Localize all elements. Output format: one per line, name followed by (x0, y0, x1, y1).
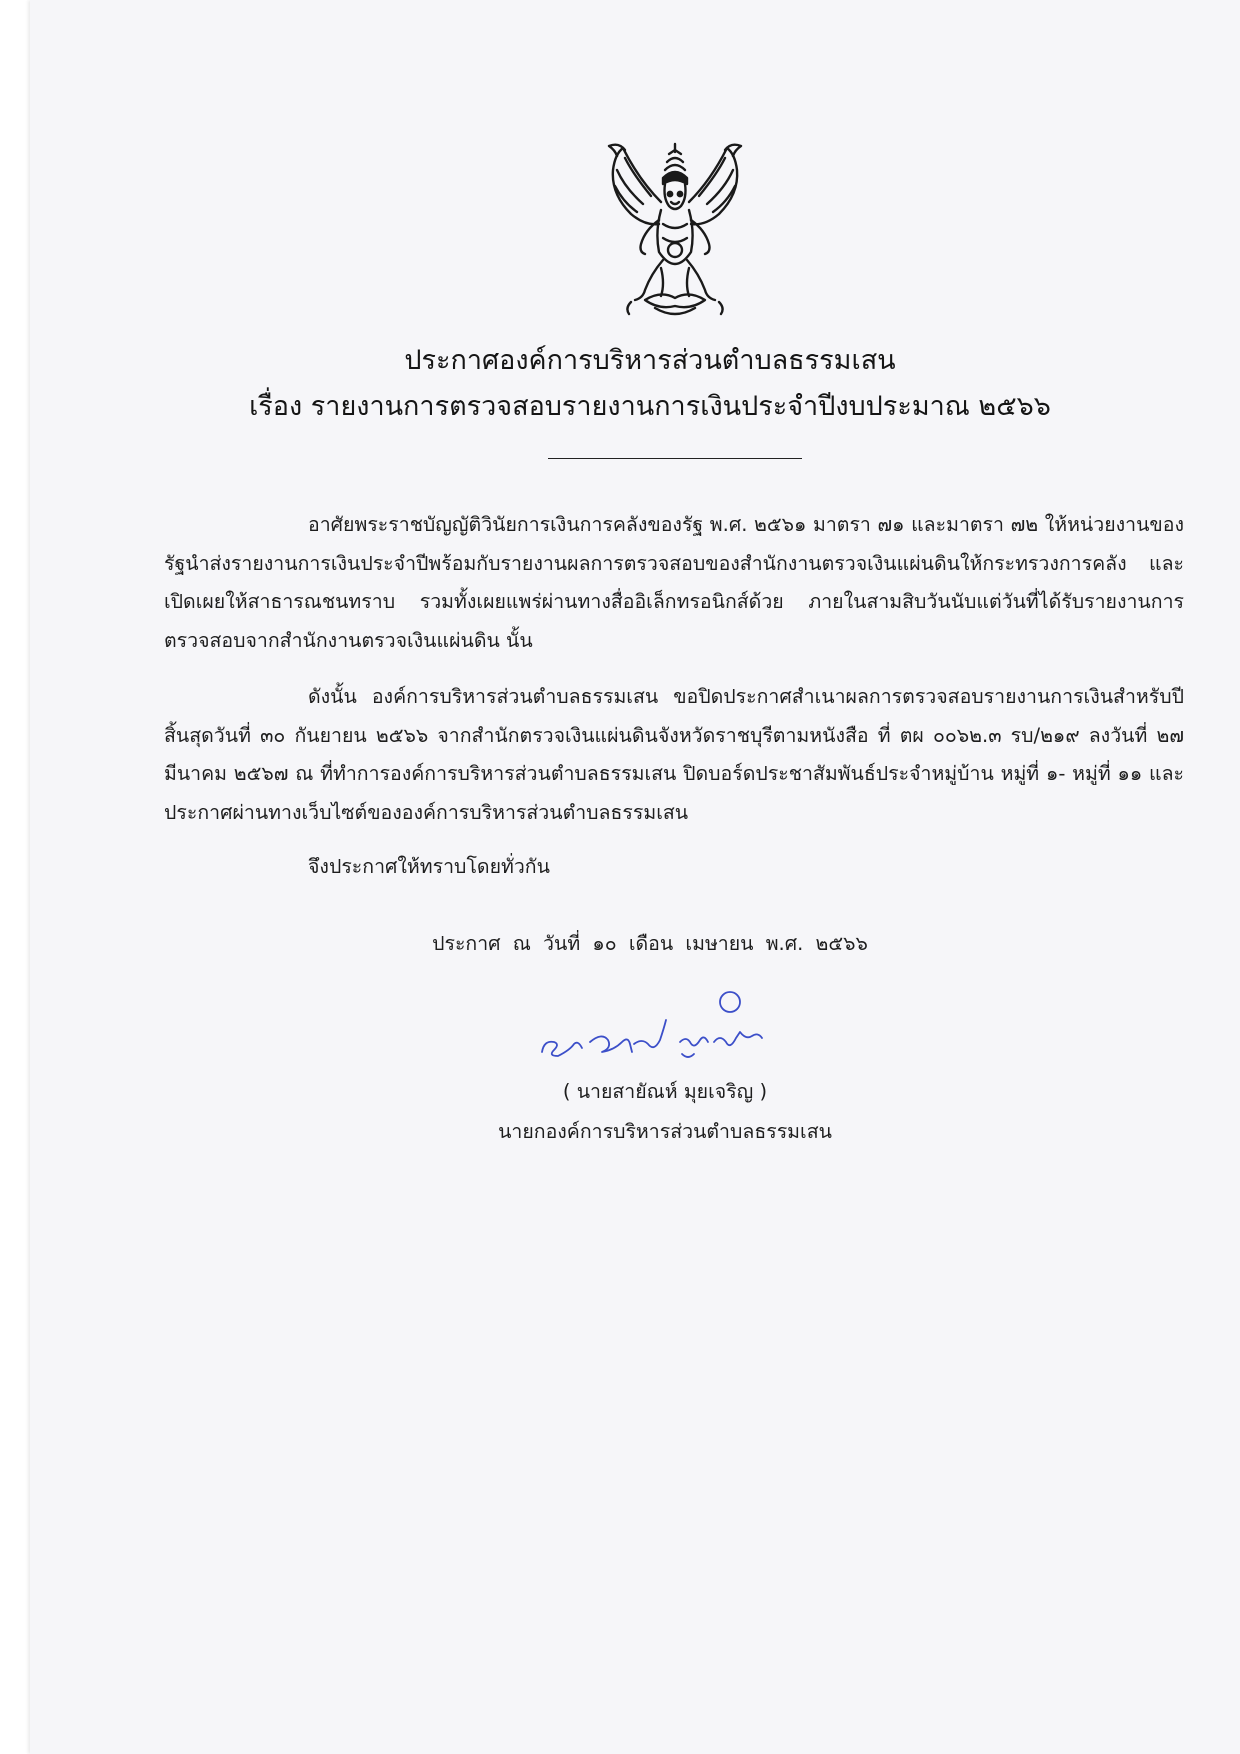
title-divider (548, 458, 802, 459)
signer-name: ( นายสายัณห์ มุยเจริญ ) (562, 1080, 768, 1103)
body-paragraph-3: จึงประกาศให้ทราบโดยทั่วกัน (308, 855, 550, 878)
signer-title: นายกองค์การบริหารส่วนตำบลธรรมเสน (498, 1120, 832, 1143)
announcement-date: ประกาศ ณ วันที่ ๑๐ เดือน เมษายน พ.ศ. ๒๕๖๖ (432, 932, 868, 955)
garuda-emblem-icon (595, 140, 755, 320)
announcement-subject: เรื่อง รายงานการตรวจสอบรายงานการเงินประจำปีงบประมาณ ๒๕๖๖ (249, 391, 1051, 422)
body-paragraph-1: อาศัยพระราชบัญญัติวินัยการเงินการคลังของรัฐ พ.ศ. ๒๕๖๑ มาตรา ๗๑ และมาตรา ๗๒ ให้หน่วยงานของรัฐนำส่งรายงานการเงินประจำปีพร้อมกับรายงานผลการตรวจสอบของสำนักงานตรวจเงินแผ่นดินให้กระทรวงการคลัง และเปิดเผยให้สาธารณชนทราบ รวมทั้งเผยแพร่ผ่านทางสื่ออิเล็กทรอนิกส์ด้วย ภายในสามสิบวันนับแต่วันที่ได้รับรายงานการตรวจสอบจากสำนักงานตรวจเงินแผ่นดิน นั้น (164, 513, 1184, 652)
document-page (30, 0, 1240, 1754)
handwritten-signature (530, 980, 830, 1075)
announcement-title: ประกาศองค์การบริหารส่วนตำบลธรรมเสน (404, 345, 896, 376)
body-paragraph-2: ดังนั้น องค์การบริหารส่วนตำบลธรรมเสน ขอปิดประกาศสำเนาผลการตรวจสอบรายงานการเงินสำหรับปีสิ้นสุดวันที่ ๓๐ กันยายน ๒๕๖๖ จากสำนักตรวจเงินแผ่นดินจังหวัดราชบุรีตามหนังสือ ที่ ตผ ๐๐๖๒.๓ รบ/๒๑๙ ลงวันที่ ๒๗ มีนาคม ๒๕๖๗ ณ ที่ทำการองค์การบริหารส่วนตำบลธรรมเสน ปิดบอร์ดประชาสัมพันธ์ประจำหมู่บ้าน หมู่ที่ ๑- หมู่ที่ ๑๑ และประกาศผ่านทางเว็บไซต์ขององค์การบริหารส่วนตำบลธรรมเสน (164, 685, 1184, 824)
